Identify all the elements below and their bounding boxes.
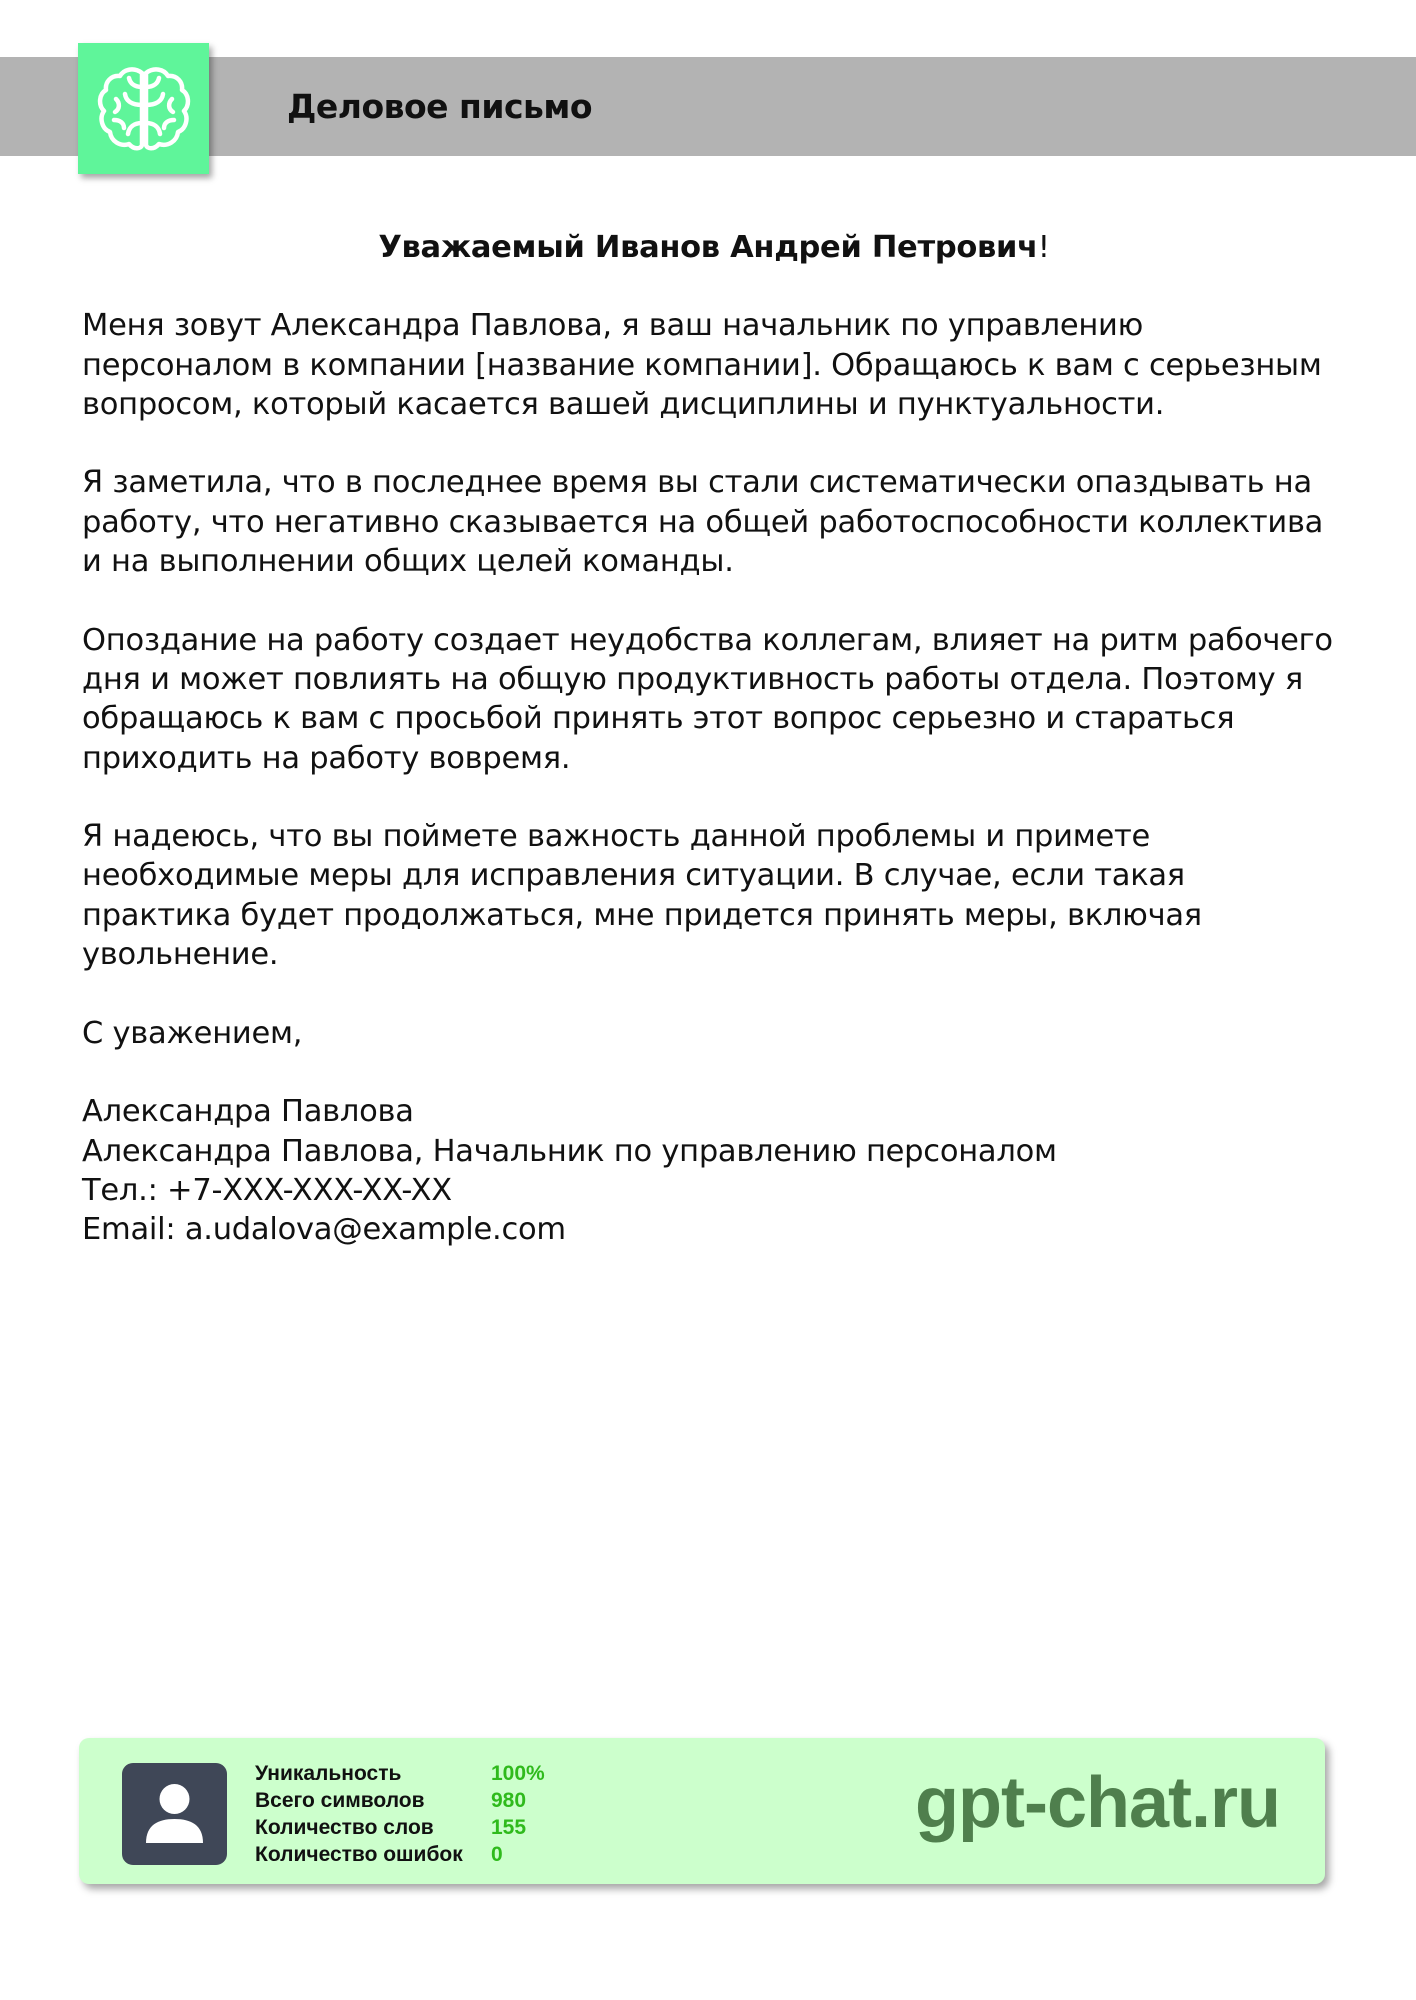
letter-paragraph: Я надеюсь, что вы поймете важность данной проблемы и примете необходимые меры для исправления ситуации. В случае, если такая практика будет продолжаться, мне придется принять меры, включая увольнение. <box>82 819 1202 973</box>
signature-name: Александра Павлова <box>82 1094 414 1130</box>
stats-labels <box>255 1760 463 1868</box>
letter-paragraph: Опоздание на работу создает неудобства коллегам, влияет на ритм рабочего дня и может повлиять на общую продуктивность работы отдела. Поэтому я обращаюсь к вам с просьбой принять этот вопрос серьезно и стараться приходить на работу вовремя. <box>82 622 1333 776</box>
avatar <box>122 1763 227 1865</box>
signature-title: Александра Павлова, Начальник по управлению персоналом <box>82 1133 1057 1169</box>
letter-body <box>82 228 1342 1249</box>
stat-value-errors: 0 <box>491 1843 503 1866</box>
stat-label-words: Количество слов <box>255 1816 434 1839</box>
letter-greeting <box>82 228 1342 267</box>
letter-closing: С уважением, <box>82 1015 303 1051</box>
letter-paragraph: Я заметила, что в последнее время вы стали систематически опаздывать на работу, что негативно сказывается на общей работоспособности коллектива и на выполнении общих целей команды. <box>82 465 1324 580</box>
page-title: Деловое письмо <box>287 87 593 126</box>
greeting-name: Уважаемый Иванов Андрей Петрович <box>378 230 1038 265</box>
stat-label-errors: Количество ошибок <box>255 1843 463 1866</box>
stat-value-words: 155 <box>491 1816 527 1839</box>
stat-label-uniqueness: Уникальность <box>255 1762 402 1785</box>
brand-logo-text: gpt-chat.ru <box>915 1763 1280 1843</box>
stat-label-chars: Всего символов <box>255 1789 425 1812</box>
header-band <box>0 57 1416 156</box>
stat-value-uniqueness: 100% <box>491 1762 545 1785</box>
stat-value-chars: 980 <box>491 1789 527 1812</box>
user-icon <box>122 1763 227 1865</box>
signature-phone: Тел.: +7-XXX-XXX-XX-XX <box>82 1172 452 1208</box>
greeting-punctuation: ! <box>1037 230 1050 265</box>
logo <box>78 43 209 174</box>
brain-icon <box>96 65 192 153</box>
signature-email: Email: a.udalova@example.com <box>82 1212 566 1248</box>
stats-values <box>491 1760 545 1868</box>
letter-paragraph: Меня зовут Александра Павлова, я ваш начальник по управлению персоналом в компании [название компании]. Обращаюсь к вам с серьезным вопросом, который касается вашей дисциплины и пунктуальности. <box>82 308 1322 422</box>
stats-card <box>79 1738 1325 1884</box>
